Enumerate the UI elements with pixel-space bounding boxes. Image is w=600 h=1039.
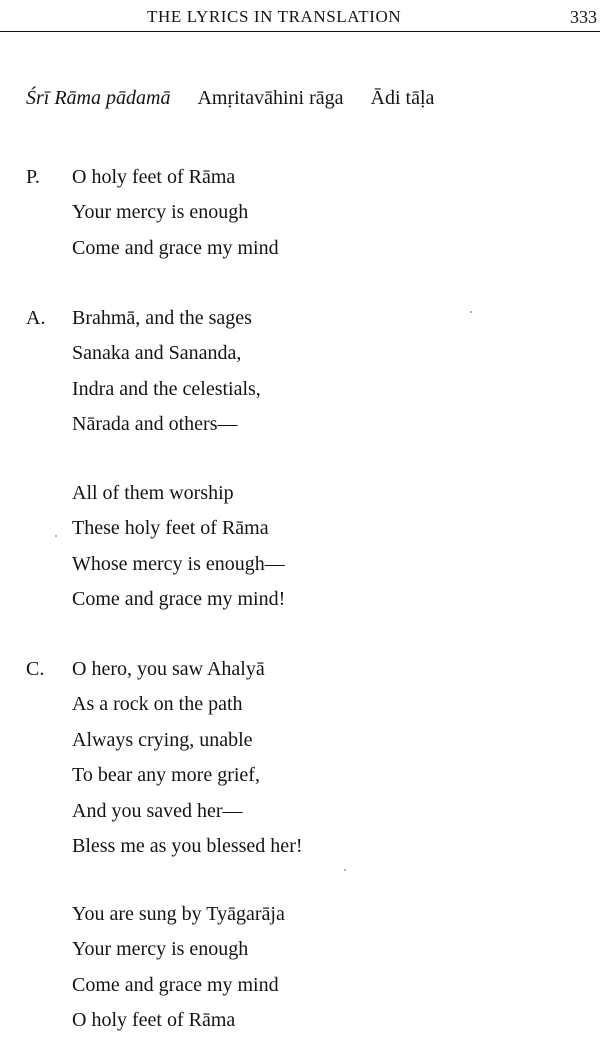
scan-speck: [470, 311, 472, 313]
verse-line: O holy feet of Rāma: [72, 1009, 236, 1032]
section-label-pallavi: P.: [26, 166, 40, 188]
header-rule: [0, 31, 600, 32]
tala-name: Ādi tāḷa: [370, 87, 435, 109]
scan-speck: [55, 535, 57, 537]
verse-line: Come and grace my mind: [72, 236, 279, 259]
verse-line: You are sung by Tyāgarāja: [72, 903, 285, 925]
verse-line: Indra and the celestials,: [72, 377, 261, 400]
verse-line: Your mercy is enough: [72, 201, 249, 224]
section-label-charanam: C.: [26, 658, 45, 680]
verse-line: Nārada and others—: [72, 413, 238, 436]
song-title: Śrī Rāma pādamā: [26, 87, 171, 109]
scan-speck: [344, 869, 346, 871]
verse-line: These holy feet of Rāma: [72, 517, 269, 540]
verse-line: All of them worship: [72, 482, 234, 504]
stanza-anupallavi-continued: [72, 476, 285, 618]
verse-line: Brahmā, and the sages: [72, 307, 252, 329]
stanza-charanam-continued: [72, 897, 285, 1039]
verse-line: Bless me as you blessed her!: [72, 834, 303, 857]
verse-line: O hero, you saw Ahalyā: [72, 658, 265, 680]
section-label-anupallavi: A.: [26, 307, 46, 329]
stanza-charanam: [72, 652, 303, 864]
verse-line: Whose mercy is enough—: [72, 552, 285, 575]
stanza-anupallavi: [72, 301, 261, 443]
running-title: THE LYRICS IN TRANSLATION: [147, 7, 402, 26]
song-heading: [26, 87, 434, 110]
verse-line: To bear any more grief,: [72, 764, 260, 787]
verse-line: O holy feet of Rāma: [72, 166, 236, 188]
page-number: 333: [570, 7, 597, 27]
raga-name: Amṛitavāhini rāga: [197, 87, 344, 109]
verse-line: Come and grace my mind: [72, 973, 279, 996]
verse-line: As a rock on the path: [72, 693, 243, 716]
verse-line: Sanaka and Sananda,: [72, 342, 242, 365]
verse-line: Your mercy is enough: [72, 938, 249, 961]
verse-line: And you saved her—: [72, 799, 243, 822]
verse-line: Always crying, unable: [72, 728, 253, 751]
running-head: [0, 0, 600, 34]
stanza-pallavi: [72, 160, 279, 266]
verse-line: Come and grace my mind!: [72, 588, 286, 611]
